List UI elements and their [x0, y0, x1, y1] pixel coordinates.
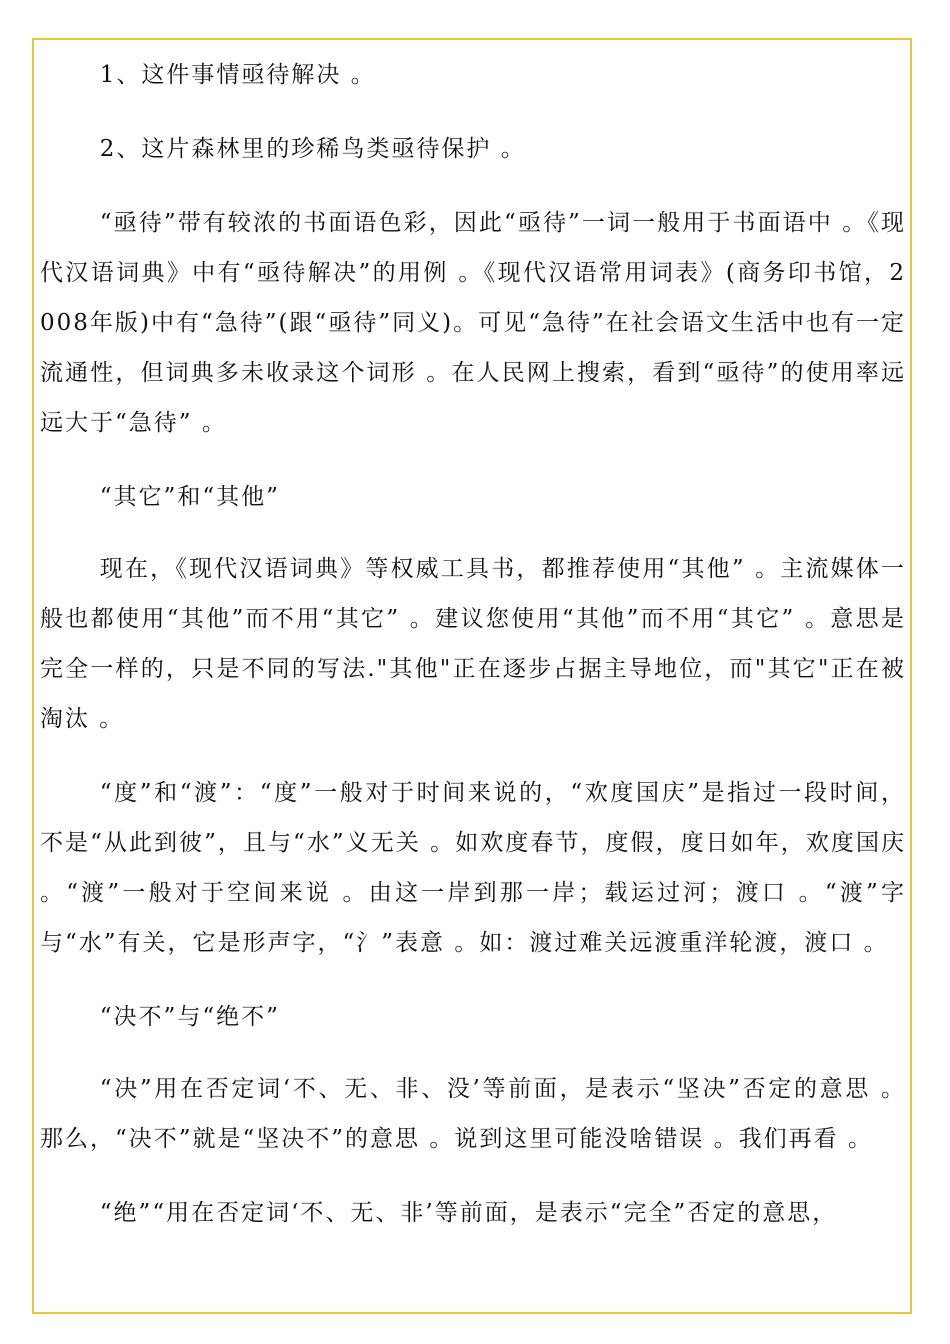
paragraph-example-2: 2、这片森林里的珍稀鸟类亟待保护 。: [99, 136, 526, 162]
document-body: [40, 50, 906, 1262]
paragraph-jidai-explanation: “亟待”带有较浓的书面语色彩，因此“亟待”一词一般用于书面语中 。《现代汉语词典》中有“亟待解决”的用例 。《现代汉语常用词表》(商务印书馆，2008年版)中有“急待”(跟“亟待”同义)。可见“急待”在社会语文生活中也有一定流通性，但词典多未收录这个词形 。在人民网上搜索，看到“亟待”的使用率远远大于“急待” 。: [40, 210, 906, 436]
paragraph-du-explanation: “度”和“渡”：“度”一般对于时间来说的，“欢度国庆”是指过一段时间，不是“从此到彼”，且与“水”义无关 。如欢度春节，度假，度日如年，欢度国庆 。“渡”一般对于空间来说 。由这一岸到那一岸；载运过河；渡口 。“渡”字与“水”有关，它是形声字，“氵”表意 。如：渡过难关远渡重洋轮渡，渡口 。: [40, 780, 906, 956]
section-heading-qita: “其它”和“其他”: [99, 484, 280, 510]
paragraph-jue-explanation: “决”用在否定词‘不、无、非、没’等前面，是表示“坚决”否定的意思 。那么，“决不”就是“坚决不”的意思 。说到这里可能没啥错误 。我们再看 。: [40, 1076, 906, 1152]
paragraph-qita-explanation: 现在，《现代汉语词典》等权威工具书，都推荐使用“其他” 。主流媒体一般也都使用“其他”而不用“其它” 。建议您使用“其他”而不用“其它” 。意思是完全一样的，只是不同的写法."其他"正在逐步占据主导地位，而"其它"正在被淘汰 。: [40, 556, 906, 732]
section-heading-jue: “决不”与“绝不”: [99, 1004, 280, 1030]
paragraph-example-1: 1、这件事情亟待解决 。: [99, 62, 376, 88]
paragraph-jue2-explanation: “绝”“用在否定词‘不、无、非’等前面，是表示“完全”否定的意思，: [99, 1200, 838, 1226]
